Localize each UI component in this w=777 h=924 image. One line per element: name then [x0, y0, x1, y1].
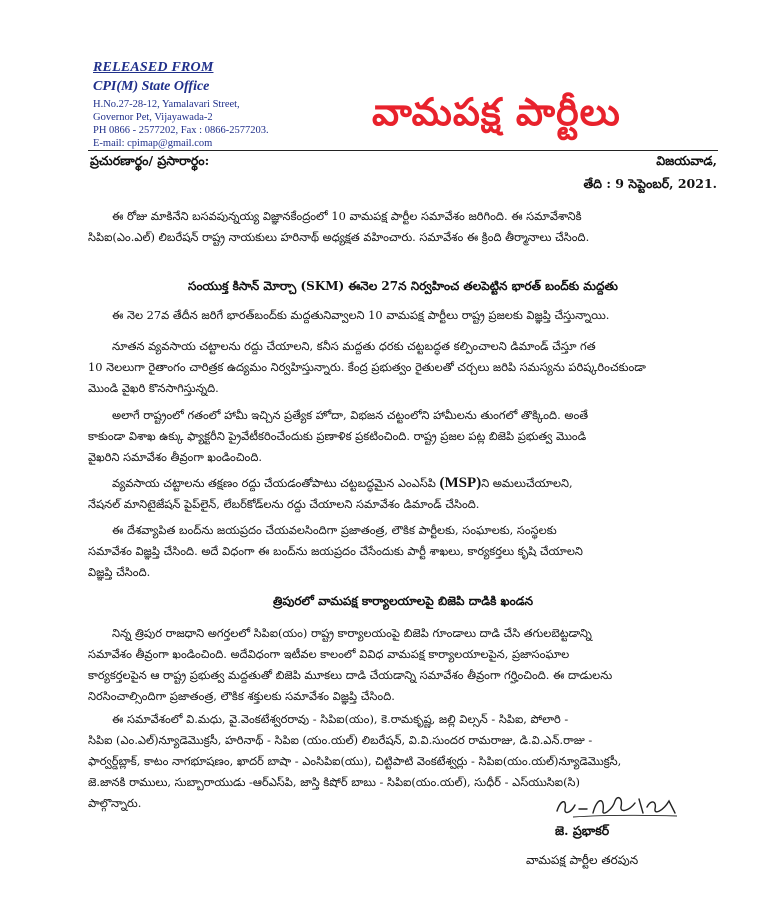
text-line: సమావేశం విజ్ఞప్తి చేసింది. అదే విధంగా ఈ బంద్‌ను జయప్రదం చేసేందుకు పార్టీ శాఖలు, కార్యకర్తలు కృషి చేయాలని: [88, 544, 583, 558]
text-line: సిపిఐ (ఎం.ఎల్)న్యూడెమొక్రసీ, హరినాథ్ - సిపిఐ (యం.యల్) లిబరేషన్, వి.వి.సుందర రామరాజు, డి.వి.ఎన్.రాజు -: [88, 733, 593, 747]
text-line: జె.జానకి రాములు, సుబ్బారాయుడు -ఆర్ఎస్‌పి, జాస్తి కిషోర్ బాబు - సిపిఐ(యం.యల్), సుధీర్ - ఎస్‌యుసిఐ(సి): [88, 775, 580, 789]
msp-acronym: (MSP): [439, 475, 482, 491]
text-segment: ని అమలుచేయాలని,: [481, 476, 573, 490]
heading-text: సంయుక్త కిసాన్ మోర్చా (SKM) ఈనెల 27న నిర్వహించ తలపెట్టిన భారత్ బంద్‌కు మద్దతు: [188, 279, 618, 293]
handwritten-signature: [553, 791, 683, 821]
text-line: నిన్న త్రిపుర రాజధాని అగర్తలలో సిపిఐ(యం) రాష్ట్ర కార్యాలయంపై బిజెపి గూండాలు దాడి చేసి తగులబెట్టడాన్ని: [112, 626, 592, 640]
paragraph-farm-laws: [88, 336, 718, 399]
paragraph-bandh-support: [88, 305, 718, 326]
letterhead-title: వామపక్ష పార్టీలు: [372, 90, 621, 134]
text-segment: వ్యవసాయ చట్టాలను తక్షణం రద్దు చేయడంతోపాటు చట్టబద్ధమైన ఎంఎస్‌పి: [112, 476, 440, 490]
text-line: సిపిఐ(ఎం.ఎల్) లిబరేషన్ రాష్ట్ర నాయకులు హరినాథ్ అధ్యక్షత వహించారు. సమావేశం ఈ క్రింది తీర్మానాలు చేసింది.: [88, 230, 590, 244]
address-line-1: H.No.27-28-12, Yamalavari Street,: [93, 99, 240, 110]
text-line: పాల్గొన్నారు.: [88, 796, 142, 810]
address-line-3: PH 0866 - 2577202, Fax : 0866-2577203.: [93, 125, 269, 136]
section-heading-tripura: [88, 594, 718, 611]
text-line: ఈ సమావేశంలో వి.మధు, వై.వెంకటేశ్వరరావు - సిపిఐ(యం), కె.రామకృష్ణ, జల్లి విల్సన్ - సిపిఐ, పోలారి -: [112, 712, 569, 726]
publication-label: ప్రచురణార్థం/ ప్రసారార్థం:: [90, 153, 210, 168]
office-name: CPI(M) State Office: [93, 79, 210, 94]
address-line-2: Governor Pet, Vijayawada-2: [93, 112, 213, 123]
paragraph-tripura-attack: [88, 623, 718, 707]
text-line: మొండి వైఖరి కొనసాగిస్తున్నది.: [88, 381, 219, 395]
text-line: [88, 473, 718, 494]
text-line: ఈ దేశవ్యాపిత బంద్‌ను జయప్రదం చేయవలసిందిగా ప్రజాతంత్ర, లౌకిక పార్టీలకు, సంఘాలకు, సంస్థలకు: [112, 523, 557, 537]
section-heading-skm: [88, 279, 718, 296]
text-line: నిరసించాల్సిందిగా ప్రజాతంత్ర, లౌకిక శక్తులకు సమావేశం విజ్ఞప్తి చేసింది.: [88, 689, 395, 703]
paragraph-msp: [88, 473, 718, 515]
signatory-organisation: వామపక్ష పార్టీల తరపున: [526, 853, 639, 867]
text-line: నేషనల్ మానిటైజేషన్ పైప్‌లైన్, లేబర్‌కోడ్‌లను రద్దు చేయాలని సమావేశం డిమాండ్ చేసింది.: [88, 497, 480, 511]
text-line: విజ్ఞప్తి చేసింది.: [88, 565, 151, 579]
paragraph-intro: [88, 206, 718, 248]
date-label: తేది : 9 సెప్టెంబర్, 2021.: [583, 176, 717, 191]
text-line: వైఖరిని సమావేశం తీవ్రంగా ఖండించింది.: [88, 450, 262, 464]
released-from-label: RELEASED FROM: [93, 60, 214, 75]
signatory-name: జె. ప్రభాకర్: [555, 823, 610, 838]
text-line: 10 నెలలుగా రైతాంగం చారిత్రక ఉద్యమం నిర్వహిస్తున్నారు. కేంద్ర ప్రభుత్వం రైతులతో చర్చలు జరిపి సమస్యను పరిష్కరించకుండా: [88, 360, 646, 374]
address-line-4: E-mail: cpimap@gmail.com: [93, 138, 213, 149]
paragraph-appeal: [88, 520, 718, 583]
text-line: ఈ రోజు మాకినేని బసవపున్నయ్య విజ్ఞానకేంద్రంలో 10 వామపక్ష పార్టీల సమావేశం జరిగింది. ఈ సమావేశానికి: [112, 209, 582, 223]
text-line: సమావేశం తీవ్రంగా ఖండించింది. అదేవిధంగా ఇటీవల కాలంలో వివిధ వామపక్ష కార్యాలయాలపైన, ప్రజాసంఘాల: [88, 647, 570, 661]
place-label: విజయవాడ,: [656, 153, 717, 168]
heading-text: త్రిపురలో వామపక్ష కార్యాలయాలపై బిజెపి దాడికి ఖండన: [272, 594, 533, 608]
text-line: కార్యకర్తలపైన ఆ రాష్ట్ర ప్రభుత్వ మద్దతుతో బిజెపి మూకలు దాడి చేయడాన్ని సమావేశం తీవ్రంగా గర్హించింది. ఈ దాడులను: [88, 668, 613, 682]
text-line: ఈ నెల 27వ తేదీన జరిగే భారత్‌బంద్‌కు మద్దతునివ్వాలని 10 వామపక్ష పార్టీలు రాష్ట్ర ప్రజలకు విజ్ఞప్తి చేస్తున్నాయి.: [112, 308, 610, 322]
text-line: నూతన వ్యవసాయ చట్టాలను రద్దు చేయాలని, కనీస మద్దతు ధరకు చట్టబద్ధత కల్పించాలని డిమాండ్ చేస్తూ గత: [112, 339, 596, 353]
text-line: అలాగే రాష్ట్రంలో గతంలో హామీ ఇచ్చిన ప్రత్యేక హోదా, విభజన చట్టంలోని హామీలను తుంగలో తొక్కింది. అంతే: [112, 408, 589, 422]
header-divider-top: [88, 150, 718, 151]
text-line: ఫార్వర్డ్‌బ్లాక్, కాటం నాగభూషణం, ఖాదర్ బాషా - ఎంసిపిఐ(యు), చిట్టిపాటి వెంకటేశ్వర్లు - సిపిఐ(యం.యల్)న్యూడెమొక్రసీ,: [88, 754, 622, 768]
text-line: కాకుండా విశాఖ ఉక్కు ఫ్యాక్టరీని ప్రైవేటీకరించేందుకు ప్రణాళిక ప్రకటించింది. రాష్ట్ర ప్రజల పట్ల బిజెపి ప్రభుత్వ మొండి: [88, 429, 587, 443]
paragraph-special-status: [88, 405, 718, 468]
